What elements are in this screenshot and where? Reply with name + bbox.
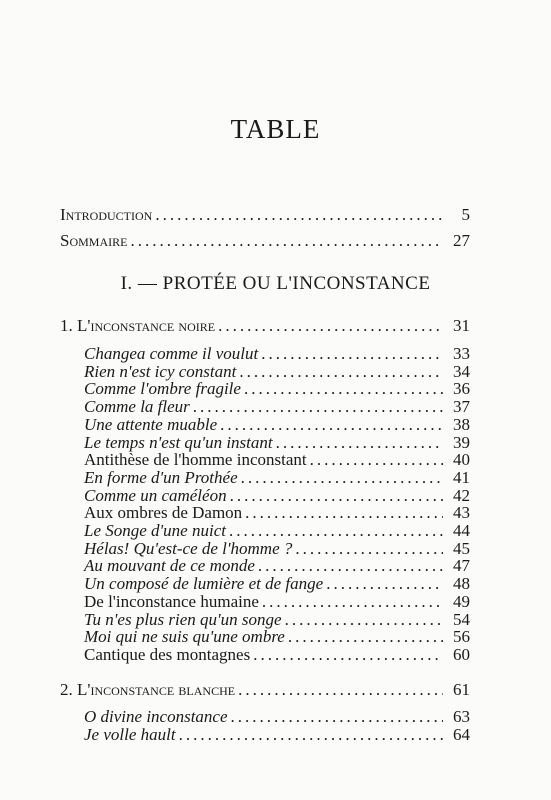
- toc-page-number: 56: [453, 627, 470, 647]
- toc-page-number: 27: [453, 231, 470, 250]
- toc-label: Introduction: [60, 205, 153, 224]
- section-heading: I. — PROTÉE OU L'INCONSTANCE: [120, 273, 431, 294]
- leader-dots: [285, 610, 443, 629]
- toc-entry-label: O divine inconstance: [84, 707, 228, 726]
- toc-entry: [84, 379, 470, 398]
- toc-entry-label: Une attente muable: [84, 414, 218, 434]
- toc-page-number: 41: [453, 467, 470, 487]
- toc-entry-label: Le Songe d'une nuict: [84, 521, 226, 540]
- toc-page-number: 54: [453, 609, 470, 629]
- toc-page-number: 63: [453, 707, 470, 726]
- toc-page-number: 5: [461, 205, 470, 224]
- toc-entry-label: Moi qui ne suis qu'une ombre: [84, 627, 285, 647]
- leader-dots: [288, 627, 443, 646]
- toc-entry: [84, 433, 470, 452]
- toc-entry-label: Changea comme il voulut: [84, 344, 259, 363]
- toc-page-number: 49: [453, 591, 470, 611]
- toc-entry-label: Antithèse de l'homme inconstant: [84, 450, 307, 470]
- leader-dots: [258, 556, 443, 575]
- toc-entry: [84, 574, 470, 593]
- toc-entry: [84, 503, 470, 522]
- toc-entry-label: Le temps n'est qu'un instant: [84, 432, 273, 452]
- leader-dots: [295, 539, 443, 558]
- toc-row-introduction: [60, 205, 470, 224]
- toc-page-number: 43: [453, 503, 470, 523]
- toc-entry-label: Un composé de lumière et de fange: [84, 574, 324, 594]
- toc-page-number: 60: [453, 644, 470, 664]
- leader-dots: [130, 231, 443, 250]
- toc-entry-label: Tu n'es plus rien qu'un songe: [84, 609, 282, 629]
- toc-entry: [84, 468, 470, 487]
- leader-dots: [326, 574, 443, 593]
- toc-entry-label: Comme l'ombre fragile: [84, 379, 241, 399]
- toc-entry-label: Rien n'est icy constant: [84, 361, 237, 381]
- leader-dots: [253, 645, 443, 664]
- toc-entry: [84, 397, 470, 416]
- toc-label: 1. L'inconstance noire: [60, 316, 216, 335]
- toc-page-number: 45: [453, 538, 470, 558]
- leader-dots: [231, 707, 443, 726]
- toc-entry: [84, 344, 470, 363]
- leader-dots: [229, 521, 443, 540]
- leader-dots: [241, 468, 443, 487]
- toc-label: Sommaire: [60, 231, 128, 250]
- toc-entry-label: De l'inconstance humaine: [84, 591, 259, 611]
- toc-page-number: 37: [453, 397, 470, 417]
- leader-dots: [239, 362, 443, 381]
- toc-entry: [84, 486, 470, 505]
- toc-chapter-1: [60, 316, 470, 335]
- toc-page-number: 44: [453, 521, 470, 540]
- leader-dots: [155, 205, 443, 224]
- toc-entry: [84, 627, 470, 646]
- toc-entry-label: Hélas! Qu'est-ce de l'homme ?: [84, 538, 293, 558]
- leader-dots: [218, 316, 443, 335]
- toc-page-number: 42: [453, 485, 470, 505]
- toc-page-number: 64: [453, 724, 470, 744]
- leader-dots: [230, 486, 443, 505]
- toc-entry-label: Comme un caméléon: [84, 485, 227, 505]
- toc-entry: [84, 450, 470, 469]
- toc-page-number: 33: [453, 344, 470, 363]
- toc-page-number: 40: [453, 450, 470, 470]
- toc-entry-label: En forme d'un Prothée: [84, 467, 238, 487]
- toc-entry: [84, 521, 470, 540]
- leader-dots: [276, 433, 443, 452]
- toc-chapter-2: [60, 680, 470, 699]
- toc-row-sommaire: [60, 231, 470, 250]
- leader-dots: [244, 379, 443, 398]
- toc-entry: [84, 556, 470, 575]
- toc-entry: [84, 539, 470, 558]
- toc-page-number: 34: [453, 361, 470, 381]
- toc-page-number: 61: [453, 680, 470, 699]
- leader-dots: [179, 725, 443, 744]
- leader-dots: [261, 344, 443, 363]
- toc-page-number: 31: [453, 316, 470, 335]
- toc-page-number: 47: [453, 556, 470, 576]
- toc-entry-label: Comme la fleur: [84, 397, 190, 417]
- leader-dots: [238, 680, 443, 699]
- toc-entry: [84, 592, 470, 611]
- leader-dots: [193, 397, 443, 416]
- leader-dots: [262, 592, 443, 611]
- toc-entry-label: Aux ombres de Damon: [84, 503, 243, 523]
- toc-entry: [84, 362, 470, 381]
- page-title: TABLE: [230, 114, 321, 144]
- toc-label: 2. L'inconstance blanche: [60, 680, 236, 699]
- leader-dots: [220, 415, 443, 434]
- toc-page-number: 38: [453, 414, 470, 434]
- toc-entry-label: Au mouvant de ce monde: [84, 556, 255, 576]
- toc-entry: [84, 707, 470, 726]
- toc-entry-label: Je volle hault: [84, 724, 176, 744]
- leader-dots: [310, 450, 443, 469]
- toc-page-number: 39: [453, 432, 470, 452]
- toc-entry: [84, 610, 470, 629]
- toc-entry: [84, 725, 470, 744]
- toc-entry: [84, 645, 470, 664]
- toc-entry: [84, 415, 470, 434]
- toc-page-number: 36: [453, 379, 470, 399]
- toc-entry-label: Cantique des montagnes: [84, 644, 251, 664]
- leader-dots: [245, 503, 443, 522]
- toc-page-number: 48: [453, 574, 470, 594]
